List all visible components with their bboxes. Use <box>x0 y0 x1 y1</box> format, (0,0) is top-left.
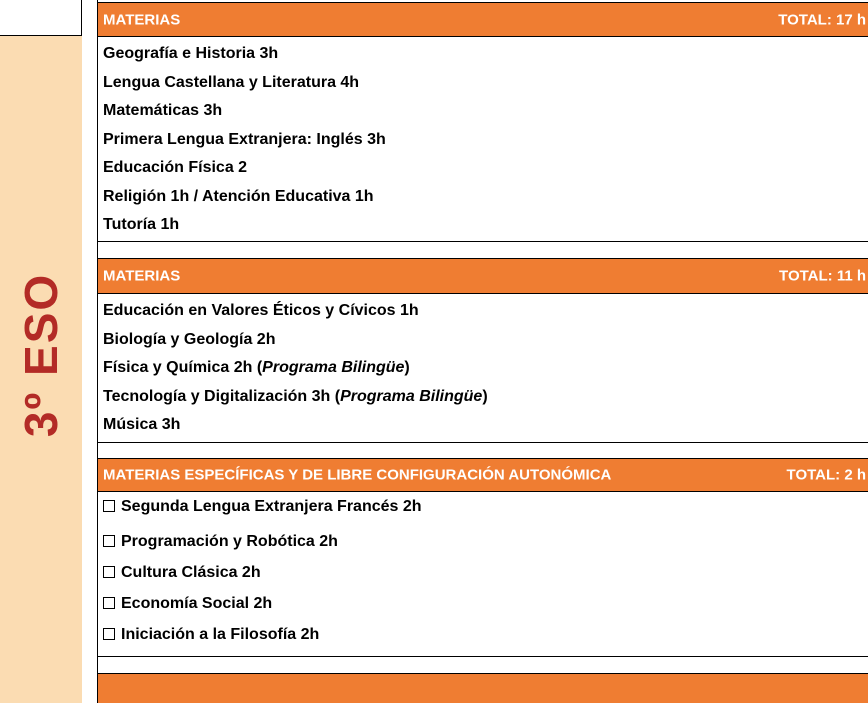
section-2-header <box>98 258 868 294</box>
subject-item: Biología y Geología 2h <box>103 330 276 348</box>
checkbox-icon[interactable] <box>103 566 115 578</box>
section-3-total: TOTAL: 2 h <box>786 466 866 484</box>
option-label: Iniciación a la Filosofía 2h <box>121 626 320 643</box>
subject-text-after: ) <box>404 359 410 376</box>
subject-item: Geografía e Historia 3h <box>103 45 279 62</box>
subject-text-after: ) <box>482 387 488 405</box>
subject-item: Educación Física 2 <box>103 159 248 176</box>
checkbox-icon[interactable] <box>103 500 115 512</box>
option-item[interactable] <box>103 533 338 551</box>
section-2-title: MATERIAS <box>103 267 181 285</box>
section-1-header <box>98 2 868 37</box>
option-label: Segunda Lengua Extranjera Francés 2h <box>121 498 422 515</box>
divider <box>98 442 868 443</box>
section-3-header <box>98 458 868 492</box>
divider <box>98 241 868 242</box>
bilingual-note: Programa Bilingüe <box>340 387 483 405</box>
section-2-total: TOTAL: 11 h <box>779 267 866 285</box>
option-item[interactable] <box>103 564 261 582</box>
section-1-total: TOTAL: 17 h <box>778 11 866 28</box>
subject-text: Tecnología y Digitalización 3h ( <box>103 387 341 405</box>
subject-item: Matemáticas 3h <box>103 102 223 119</box>
section-1-title: MATERIAS <box>103 11 181 28</box>
section-2-list <box>103 297 863 440</box>
course-label: 3º ESO <box>15 272 67 438</box>
subject-item: Tutoría 1h <box>103 216 180 233</box>
checkbox-icon[interactable] <box>103 535 115 547</box>
checkbox-icon[interactable] <box>103 628 115 640</box>
checkbox-icon[interactable] <box>103 597 115 609</box>
subject-item: Educación en Valores Éticos y Cívicos 1h <box>103 302 419 319</box>
option-label: Economía Social 2h <box>121 595 273 612</box>
section-1-list <box>103 40 863 240</box>
option-item[interactable] <box>103 626 319 644</box>
subject-text: Física y Química 2h ( <box>103 359 263 376</box>
subject-item <box>103 354 863 383</box>
divider <box>98 656 868 657</box>
sidebar-top-cell <box>0 0 82 36</box>
subject-item <box>103 383 863 412</box>
option-item[interactable] <box>103 595 272 613</box>
subject-item: Religión 1h / Atención Educativa 1h <box>103 187 374 205</box>
subject-item: Música 3h <box>103 416 181 433</box>
subject-item: Primera Lengua Extranjera: Inglés 3h <box>103 130 386 148</box>
section-3-title: MATERIAS ESPECÍFICAS Y DE LIBRE CONFIGURACIÓN AUTONÓMICA <box>103 466 612 484</box>
option-label: Cultura Clásica 2h <box>121 564 261 581</box>
subject-item: Lengua Castellana y Literatura 4h <box>103 73 360 91</box>
footer-bar <box>98 673 868 703</box>
table-border <box>97 0 98 703</box>
option-item[interactable] <box>103 498 422 516</box>
bilingual-note: Programa Bilingüe <box>262 359 405 376</box>
option-label: Programación y Robótica 2h <box>121 533 338 550</box>
